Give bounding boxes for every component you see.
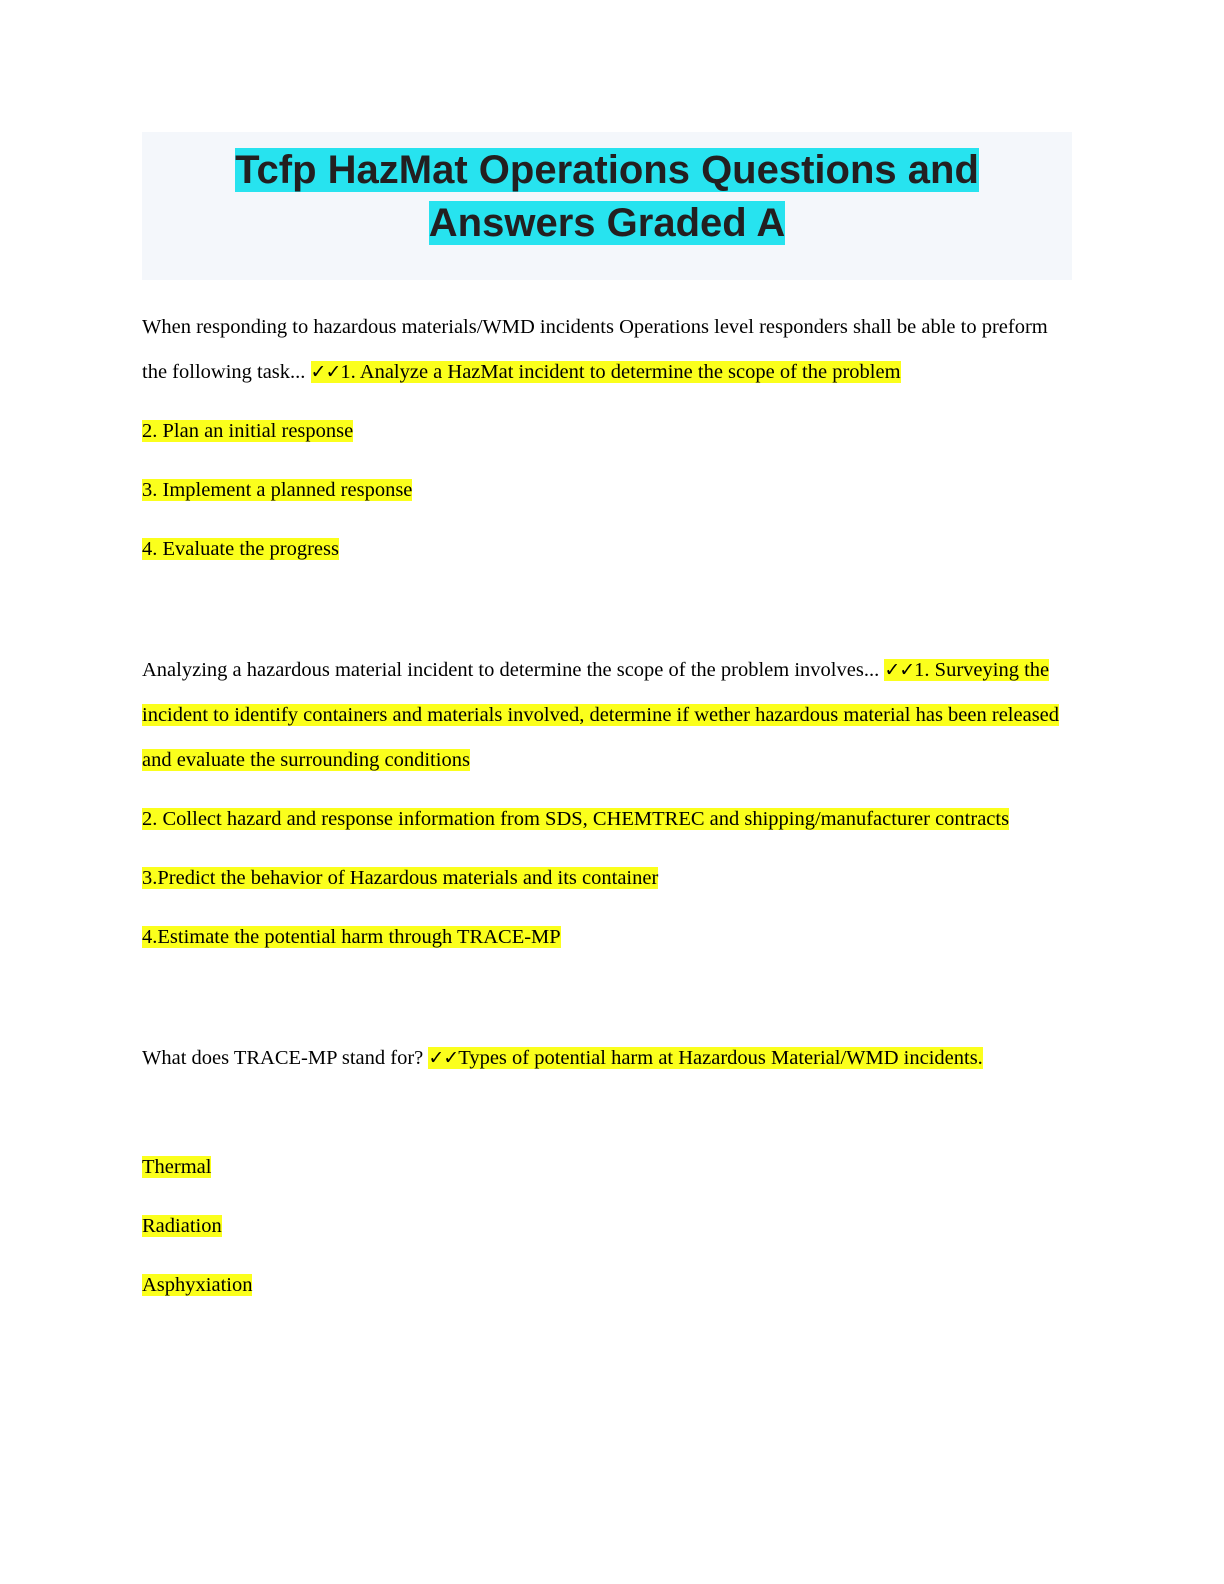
check-mark-icon: ✓✓ <box>310 361 341 383</box>
document-title-band <box>142 132 1072 280</box>
question-1-answer-item-3: 3. Implement a planned response <box>142 479 413 501</box>
question-2-answer-item-3: 3.Predict the behavior of Hazardous materials and its container <box>142 867 659 889</box>
block-spacer-1 <box>142 586 1072 648</box>
page-title-line-1: Tcfp HazMat Operations Questions and <box>235 148 979 192</box>
qa-block-3 <box>142 1036 1072 1081</box>
question-2-answer-item-2: 2. Collect hazard and response information from SDS, CHEMTREC and shipping/manufacturer contracts <box>142 808 1010 830</box>
question-3-list-item-3: Asphyxiation <box>142 1274 253 1296</box>
question-2-answer-item-4: 4.Estimate the potential harm through TRACE-MP <box>142 926 561 948</box>
question-1-answer-item-2: 2. Plan an initial response <box>142 420 354 442</box>
question-2-answer-line-1: 1. Surveying the incident to identify containers and materials involved, determine if wether hazardous material has been released and evaluate the surrounding conditions <box>142 659 1060 771</box>
block-spacer-2 <box>142 974 1072 1036</box>
document-body <box>142 305 1072 1322</box>
question-2-prompt: Analyzing a hazardous material incident to determine the scope of the problem involves... <box>142 659 885 681</box>
check-mark-icon: ✓✓ <box>428 1047 459 1069</box>
question-1-prompt: When responding to hazardous materials/WMD incidents Operations level responders shall be able to preform the following task... <box>142 316 1048 383</box>
question-3-answer: Types of potential harm at Hazardous Material/WMD incidents. <box>458 1047 983 1069</box>
question-1-answer-line-1: 1. Analyze a HazMat incident to determine the scope of the problem <box>340 361 901 383</box>
question-3-list-item-2: Radiation <box>142 1215 222 1237</box>
qa-block-2 <box>142 648 1072 783</box>
question-3-list-item-1: Thermal <box>142 1156 212 1178</box>
check-mark-icon: ✓✓ <box>884 659 915 681</box>
qa-block-1 <box>142 305 1072 395</box>
page-title-line-2: Answers Graded A <box>428 201 786 245</box>
question-3-prompt: What does TRACE-MP stand for? <box>142 1047 429 1069</box>
block-spacer-3 <box>142 1095 1072 1145</box>
question-1-answer-item-4: 4. Evaluate the progress <box>142 538 339 560</box>
page-title <box>142 132 1072 280</box>
